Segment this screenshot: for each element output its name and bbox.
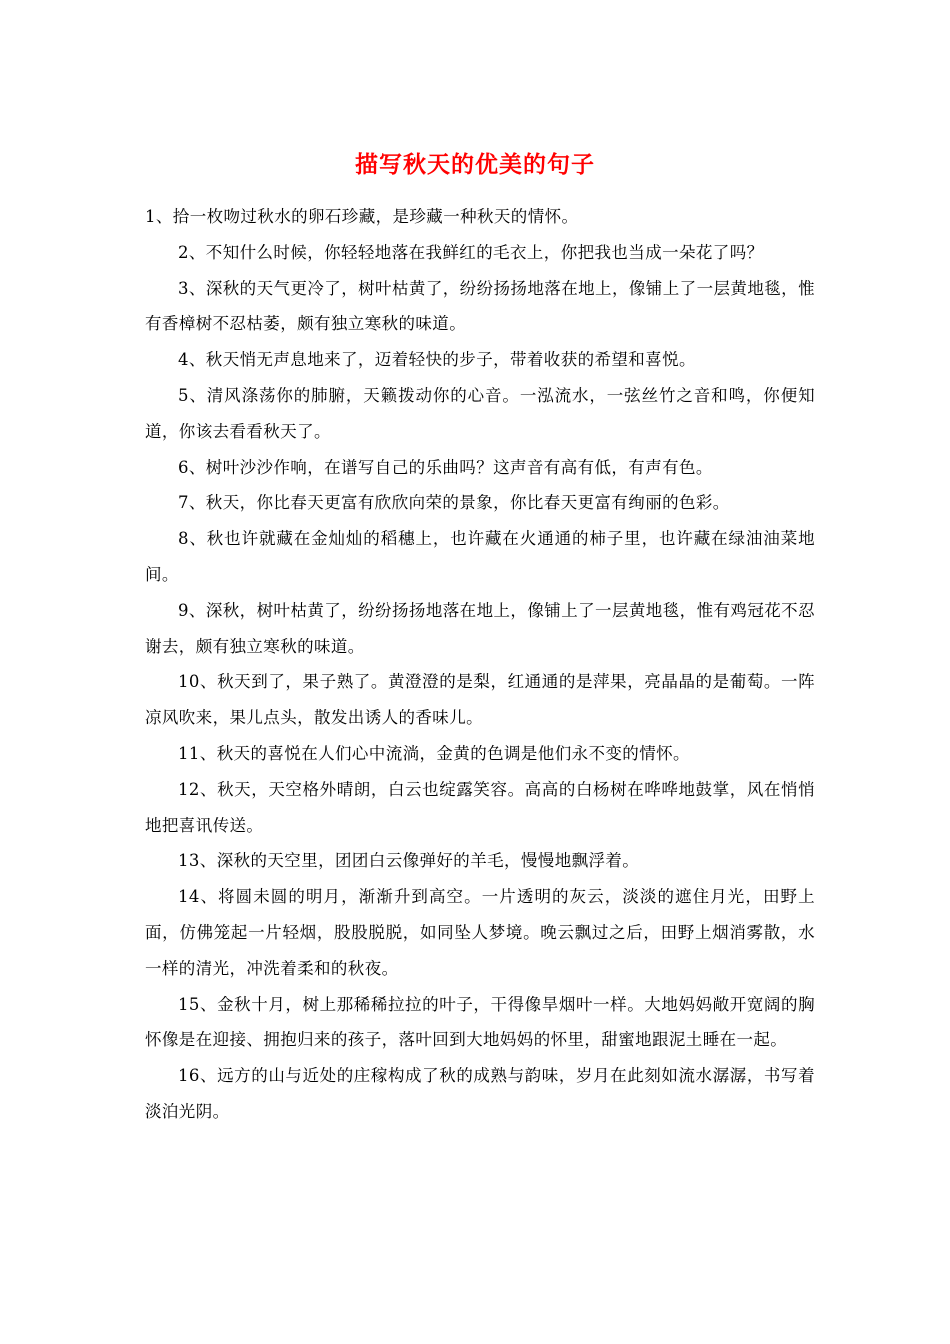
paragraph-10: 10、秋天到了，果子熟了。黄澄澄的是梨，红通通的是萍果，亮晶晶的是葡萄。一阵凉风吹来，果儿点头，散发出诱人的香味儿。 [145,672,815,728]
document-body [145,199,815,1130]
paragraph-9: 9、深秋，树叶枯黄了，纷纷扬扬地落在地上，像铺上了一层黄地毯，惟有鸡冠花不忍谢去，颇有独立寒秋的味道。 [145,600,815,656]
paragraph-5: 5、清风涤荡你的肺腑，天籁拨动你的心音。一泓流水，一弦丝竹之音和鸣，你便知道，你该去看看秋天了。 [145,385,815,441]
paragraph-12: 12、秋天，天空格外晴朗，白云也绽露笑容。高高的白杨树在哗哗地鼓掌，风在悄悄地把喜讯传送。 [145,779,815,835]
paragraph-11: 11、秋天的喜悦在人们心中流淌，金黄的色调是他们永不变的情怀。 [178,743,690,763]
paragraph-15: 15、金秋十月，树上那稀稀拉拉的叶子，干得像旱烟叶一样。大地妈妈敞开宽阔的胸怀像是在迎接、拥抱归来的孩子，落叶回到大地妈妈的怀里，甜蜜地跟泥土睡在一起。 [145,994,815,1050]
paragraph-4: 4、秋天悄无声息地来了，迈着轻快的步子，带着收获的希望和喜悦。 [178,350,696,370]
paragraph-1: 1、拾一枚吻过秋水的卵石珍藏，是珍藏一种秋天的情怀。 [145,207,579,226]
document-title: 描写秋天的优美的句子 [355,152,595,178]
paragraph-3: 3、深秋的天气更冷了，树叶枯黄了，纷纷扬扬地落在地上，像铺上了一层黄地毯，惟有香樟树不忍枯萎，颇有独立寒秋的味道。 [145,278,815,334]
paragraph-7: 7、秋天，你比春天更富有欣欣向荣的景象，你比春天更富有绚丽的色彩。 [178,493,730,513]
paragraph-2: 2、不知什么时候，你轻轻地落在我鲜红的毛衣上，你把我也当成一朵花了吗？ [178,242,764,262]
paragraph-6: 6、树叶沙沙作响，在谱写自己的乐曲吗？这声音有高有低，有声有色。 [178,457,713,477]
paragraph-16: 16、远方的山与近处的庄稼构成了秋的成熟与韵味，岁月在此刻如流水潺潺，书写着淡泊光阴。 [145,1066,815,1121]
paragraph-8: 8、秋也许就藏在金灿灿的稻穗上，也许藏在火通通的柿子里，也许藏在绿油油菜地间。 [145,529,815,584]
paragraph-13: 13、深秋的天空里，团团白云像弹好的羊毛，慢慢地飘浮着。 [178,851,640,871]
paragraph-14: 14、将圆未圆的明月，渐渐升到高空。一片透明的灰云，淡淡的遮住月光，田野上面，仿佛笼起一片轻烟，股股脱脱，如同坠人梦境。晚云飘过之后，田野上烟消雾散，水一样的清光，冲洗着柔和的秋夜。 [145,887,815,978]
